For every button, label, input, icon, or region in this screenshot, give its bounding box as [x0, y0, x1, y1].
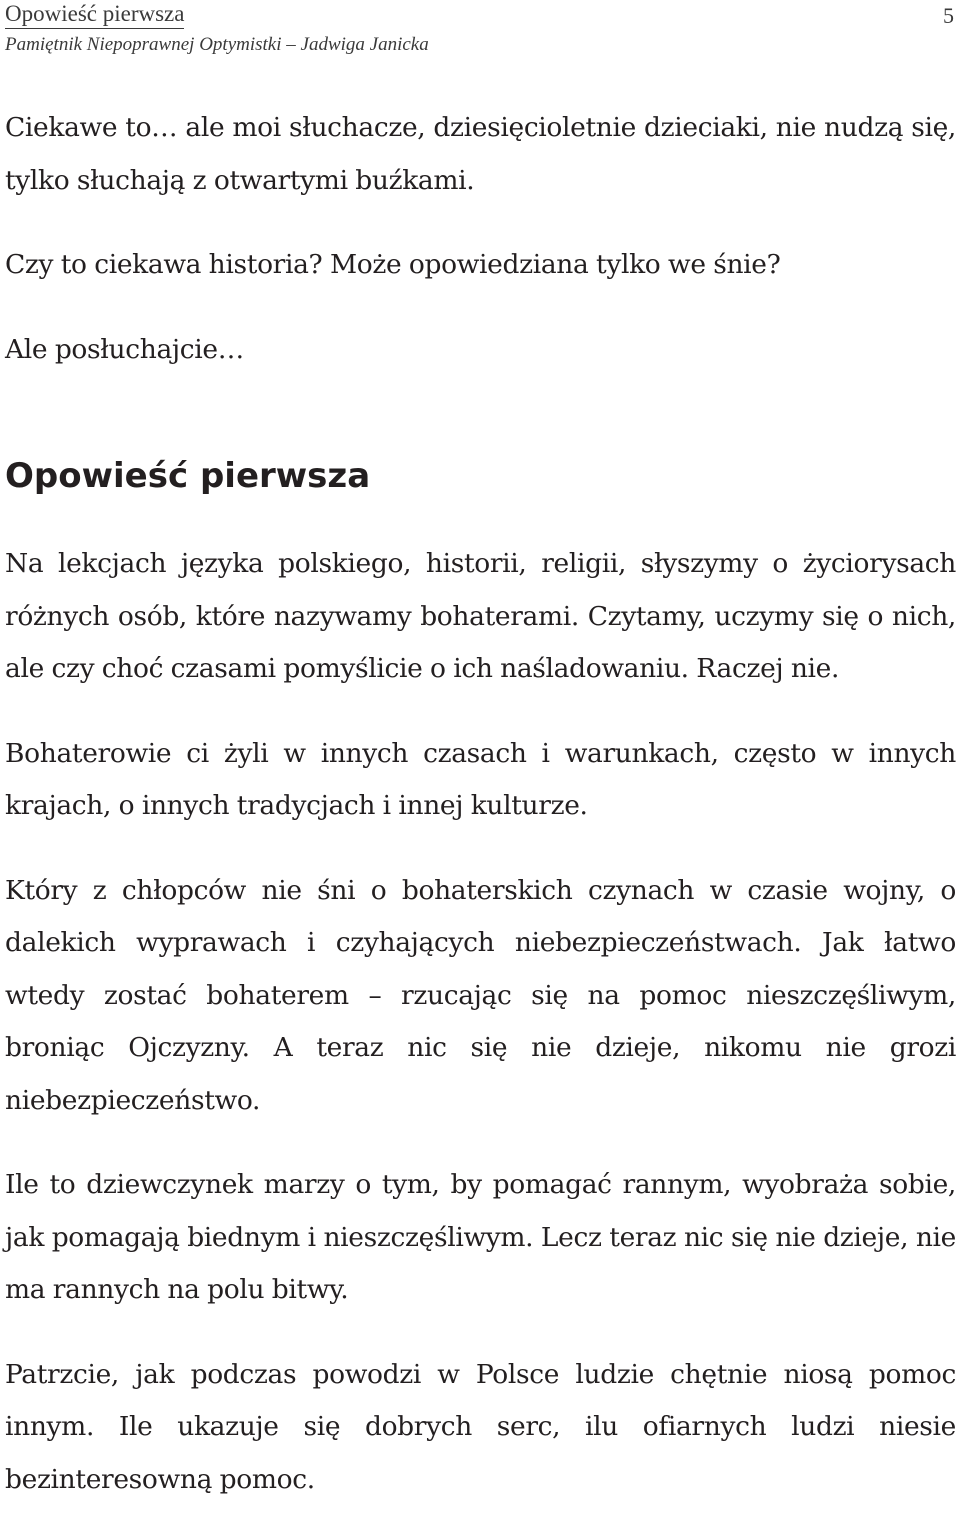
- page-content: [5, 102, 956, 1506]
- intro-paragraph: Ciekawe to… ale moi słuchacze, dziesięcioletnie dzieciaki, nie nudzą się, tylko słuchają z otwartymi buźkami.: [5, 112, 956, 196]
- running-head-subtitle: Pamiętnik Niepoprawnej Optymistki – Jadwiga Janicka: [5, 34, 429, 55]
- chapter-paragraph: Ile to dziewczynek marzy o tym, by pomagać rannym, wyobraża sobie, jak pomagają biednym i nieszczęśliwym. Lecz teraz nic się nie dzieje, nie ma rannych na polu bitwy.: [5, 1169, 956, 1305]
- chapter-heading: Opowieść pierwsza: [5, 456, 371, 496]
- running-head-title: Opowieść pierwsza: [5, 0, 184, 29]
- chapter-paragraph: Patrzcie, jak podczas powodzi w Polsce ludzie chętnie niosą pomoc innym. Ile ukazuje się dobrych serc, ilu ofiarnych ludzi niesie bezinteresowną pomoc.: [5, 1358, 956, 1495]
- running-head: [5, 0, 955, 57]
- intro-paragraph: Czy to ciekawa historia? Może opowiedziana tylko we śnie?: [5, 249, 781, 280]
- chapter-paragraph: Bohaterowie ci żyli w innych czasach i warunkach, często w innych krajach, o innych tradycjach i innej kulturze.: [5, 737, 956, 821]
- page-number: 5: [943, 3, 954, 28]
- intro-paragraph: Ale posłuchajcie…: [5, 333, 244, 365]
- chapter-paragraph: Na lekcjach języka polskiego, historii, religii, słyszymy o życiorysach różnych osób, które nazywamy bohaterami. Czytamy, uczymy się o nich, ale czy choć czasami pomyślicie o ich naśladowaniu. Raczej nie.: [5, 548, 956, 684]
- chapter-paragraph: Który z chłopców nie śni o bohaterskich czynach w czasie wojny, o dalekich wyprawach i czyhających niebezpieczeństwach. Jak łatwo wtedy zostać bohaterem – rzucając się na pomoc nieszczęśliwym, broniąc Ojczyzny. A teraz nic się nie dzieje, nikomu nie grozi niebezpieczeństwo.: [5, 874, 956, 1116]
